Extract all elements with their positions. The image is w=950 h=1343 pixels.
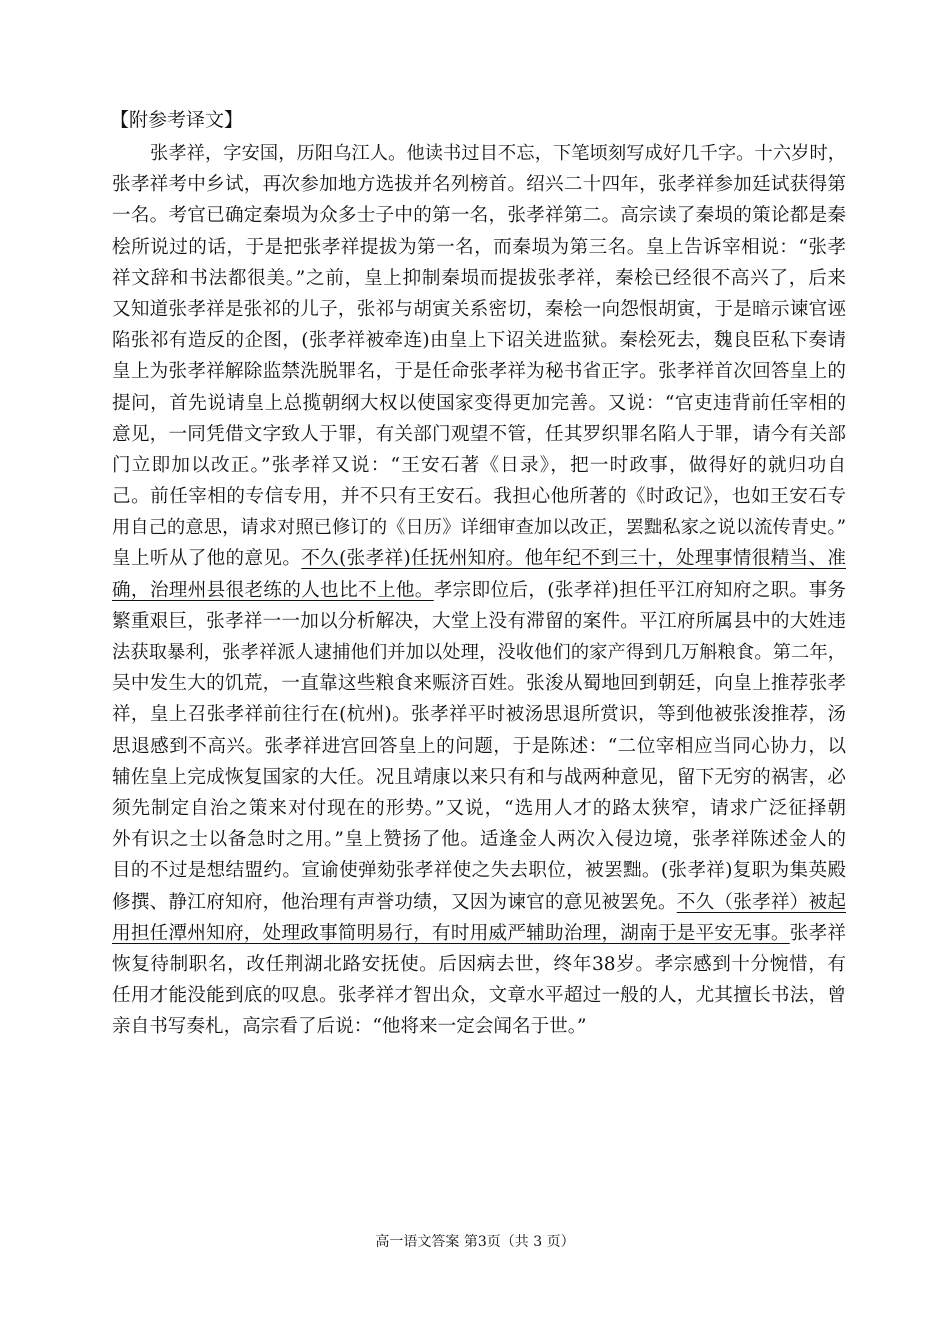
text-segment: 祥，皇上召张孝祥前往行在(杭州)。张孝祥平时被汤思退所赏识，等到他被张浚推荐，汤 (112, 704, 846, 726)
text-line (112, 388, 846, 419)
text-line (112, 793, 846, 824)
text-line (112, 762, 846, 793)
text-segment: 辅佐皇上完成恢复国家的大任。况且靖康以来只有和与战两种意见，留下无穷的祸害，必 (112, 766, 846, 788)
text-segment: 须先制定自治之策来对付现在的形势。”又说，“选用人才的路太狭窄，请求广泛征择朝 (112, 797, 846, 819)
text-line (112, 699, 846, 730)
text-segment: 桧所说过的话，于是把张孝祥提拔为第一名，而秦埙为第三名。皇上告诉宰相说：“张孝 (112, 236, 846, 258)
text-line (112, 1011, 846, 1042)
text-segment: 祥文辞和书法都很美。”之前，皇上抑制秦埙而提拔张孝祥，秦桧已经很不高兴了，后来 (112, 267, 846, 289)
text-line (112, 356, 846, 387)
page-footer: 高一语文答案 第3页（共 3 页） (375, 1234, 575, 1250)
text-segment: 己。前任宰相的专信专用，并不只有王安石。我担心他所著的《时政记》，也如王安石专 (112, 486, 846, 508)
section-heading: 【附参考译文】 (110, 109, 244, 131)
text-segment: 皇上听从了他的意见。 (112, 548, 302, 570)
text-segment: 意见，一同凭借文字致人于罪，有关部门观望不管，任其罗织罪名陷人于罪，请今有关部 (112, 423, 846, 445)
text-segment: 亲自书写奏札，高宗看了后说：“他将来一定会闻名于世。” (112, 1016, 587, 1038)
text-segment: 张孝祥考中乡试，再次参加地方选拔并名列榜首。绍兴二十四年，张孝祥参加廷试获得第 (112, 174, 846, 196)
text-line (112, 481, 846, 512)
text-segment: 吴中发生大的饥荒，一直靠这些粮食来赈济百姓。张浚从蜀地回到朝廷，向皇上推荐张孝 (112, 673, 846, 695)
text-line (112, 419, 846, 450)
text-segment: 思退感到不高兴。张孝祥进宫回答皇上的问题，于是陈述：“二位宰相应当同心协力，以 (112, 735, 846, 757)
text-segment: 张孝祥 (789, 922, 846, 944)
text-segment: 提问，首先说请皇上总揽朝纲大权以使国家变得更加完善。又说：“官吏违背前任宰相的 (112, 392, 846, 414)
text-line (112, 668, 846, 699)
text-line (112, 731, 846, 762)
text-line (112, 949, 846, 980)
text-line (112, 918, 846, 949)
text-line (112, 855, 846, 886)
text-line (112, 294, 846, 325)
text-line (112, 606, 846, 637)
text-line (112, 138, 846, 169)
text-line (112, 575, 846, 606)
text-segment: 皇上为张孝祥解除监禁洗脱罪名，于是任命张孝祥为秘书省正字。张孝祥首次回答皇上的 (112, 361, 846, 383)
text-segment: 又知道张孝祥是张祁的儿子，张祁与胡寅关系密切，秦桧一向怨恨胡寅，于是暗示谏官诬 (112, 298, 846, 320)
underlined-text: 不久（张孝祥）被起 (676, 891, 846, 913)
text-segment: 用自己的意思，请求对照已修订的《日历》详细审查加以改正，罢黜私家之说以流传青史。” (112, 517, 846, 539)
text-segment: 繁重艰巨，张孝祥一一加以分析解决，大堂上没有滞留的案件。平江府所属县中的大姓违 (112, 610, 846, 632)
text-line (112, 232, 846, 263)
text-line (112, 169, 846, 200)
text-segment: 门立即加以改正。”张孝祥又说：“王安石著《日录》，把一时政事，做得好的就归功自 (112, 454, 846, 476)
text-line (112, 200, 846, 231)
text-line (112, 450, 846, 481)
text-segment: 目的不过是想结盟约。宣谕使弹劾张孝祥使之失去职位，被罢黜。(张孝祥)复职为集英殿 (112, 860, 846, 882)
text-segment: 孝宗即位后，(张孝祥)担任平江府知府之职。事务 (433, 579, 846, 601)
underlined-text: 确，治理州县很老练的人也比不上他。 (112, 579, 434, 601)
text-segment: 任用才能没能到底的叹息。张孝祥才智出众，文章水平超过一般的人，尤其擅长书法，曾 (112, 985, 846, 1007)
text-line (112, 512, 846, 543)
text-line (112, 980, 846, 1011)
text-segment: 恢复待制职名，改任荆湖北路安抚使。后因病去世，终年38岁。孝宗感到十分惋惜，有 (112, 953, 846, 975)
text-line (112, 824, 846, 855)
text-line (112, 325, 846, 356)
text-segment: 张孝祥，字安国，历阳乌江人。他读书过目不忘，下笔顷刻写成好几千字。十六岁时， (150, 143, 846, 164)
underlined-text: 不久(张孝祥)任抚州知府。他年纪不到三十，处理事情很精当、准 (301, 548, 846, 570)
translation-paragraph (112, 138, 846, 1042)
text-segment: 修撰、静江府知府，他治理有声誉功绩，又因为谏官的意见被罢免。 (112, 891, 677, 913)
text-line (112, 543, 846, 574)
text-segment: 外有识之士以备急时之用。”皇上赞扬了他。适逢金人两次入侵边境，张孝祥陈述金人的 (112, 829, 846, 851)
text-line (112, 637, 846, 668)
text-line (112, 263, 846, 294)
text-line (112, 887, 846, 918)
text-segment: 法获取暴利，张孝祥派人逮捕他们并加以处理，没收他们的家产得到几万斛粮食。第二年， (112, 642, 846, 663)
underlined-text: 用担任潭州知府，处理政事简明易行，有时用威严辅助治理，湖南于是平安无事。 (112, 922, 790, 944)
text-segment: 陷张祁有造反的企图，(张孝祥被牵连)由皇上下诏关进监狱。秦桧死去，魏良臣私下奏请 (112, 330, 846, 352)
text-segment: 一名。考官已确定秦埙为众多士子中的第一名，张孝祥第二。高宗读了秦埙的策论都是秦 (112, 205, 846, 227)
